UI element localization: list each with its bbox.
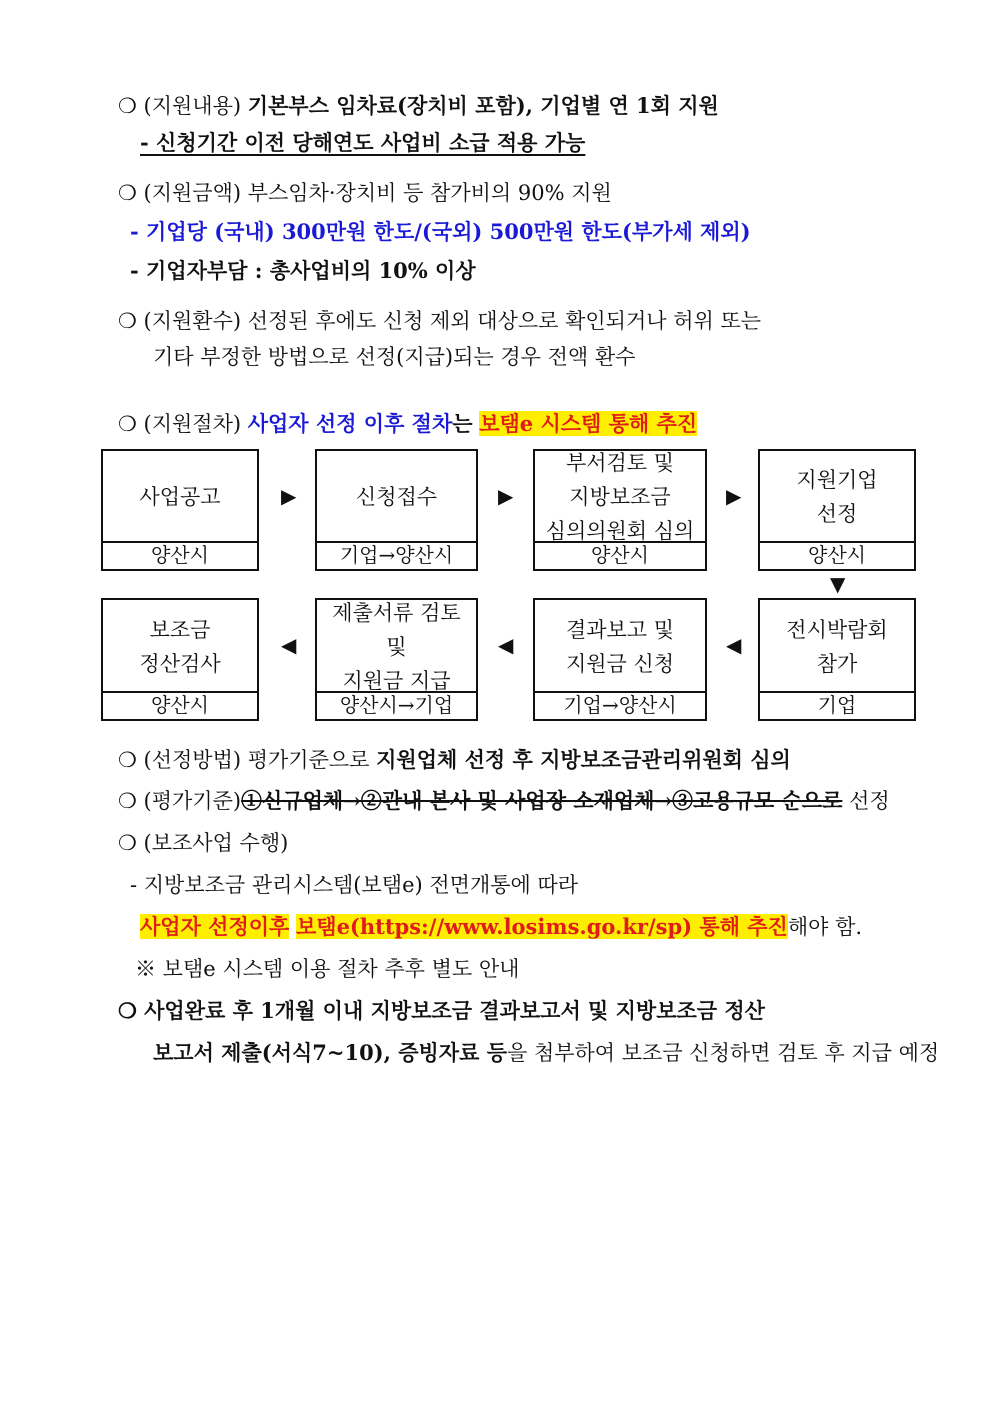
step-title-line: 지원금 지급: [342, 668, 451, 693]
bullet-icon: ❍: [118, 831, 137, 855]
step-owner: 양산시→기업: [317, 691, 476, 719]
step-title-line: 선정: [816, 502, 858, 526]
criteria-tail: 선정: [849, 789, 890, 813]
support-amount-line: [118, 178, 612, 208]
arrow-left-icon: ◀: [498, 633, 514, 657]
bullet-icon: ❍: [118, 181, 137, 205]
step-owner: 기업→양산시: [535, 691, 705, 719]
completion-text-2: 을 첨부하여 보조금 신청하면 검토 후 지급 예정: [506, 1041, 940, 1065]
support-content-text: 기본부스 임차료(장치비 포함), 기업별 연 1회 지원: [247, 93, 719, 118]
step-title-line: 제출서류 검토: [332, 600, 461, 625]
bullet-icon: ❍: [118, 789, 137, 813]
performance-hl-2: 보탬e(https://www.losims.go.kr/sp) 통해 추진: [296, 914, 788, 939]
arrow-left-icon: ◀: [726, 633, 742, 657]
arrow-right-icon: ▶: [726, 484, 742, 508]
flow-step-payment: [315, 598, 478, 721]
support-limit-line: - 기업당 (국내) 300만원 한도/(국외) 500만원 한도(부가세 제외): [130, 219, 751, 244]
flow-step-announcement: [101, 449, 259, 571]
refund-text-2: 기타 부정한 방법으로 선정(지급)되는 경우 전액 환수: [153, 345, 636, 369]
step-owner: 양산시: [103, 541, 257, 569]
criteria-line: [118, 786, 890, 816]
support-amount-label: (지원금액): [143, 181, 242, 205]
step-title-line: 참가: [816, 651, 858, 676]
flow-step-exhibition: [758, 598, 916, 721]
performance-label: (보조사업 수행): [143, 831, 289, 855]
procedure-suffix: 는: [452, 411, 473, 436]
procedure-highlight: 보탬e 시스템 통해 추진: [479, 411, 698, 436]
refund-line: [118, 306, 761, 336]
arrow-down-icon: ▼: [830, 572, 846, 596]
criteria-struck: ①신규업체→②관내 본사 및 사업장 소재업체→③고용규모 순으로: [241, 788, 843, 813]
flow-step-review: [533, 449, 707, 571]
bullet-icon: ❍: [118, 94, 137, 118]
step-title-line: 결과보고 및: [565, 617, 675, 642]
flow-step-application: [315, 449, 478, 571]
company-share-line: - 기업자부담 : 총사업비의 10% 이상: [130, 258, 476, 283]
procedure-blue-text: 사업자 선정 이후 절차: [247, 411, 453, 436]
selection-method-line: [118, 745, 791, 775]
selection-label: (선정방법): [143, 748, 242, 772]
performance-highlight-line: [140, 912, 862, 942]
flow-step-report: [533, 598, 707, 721]
completion-line-1: [118, 996, 765, 1026]
step-title: 사업공고: [139, 485, 221, 509]
step-title-line: 부서검토 및: [565, 451, 675, 475]
bullet-icon: ❍: [118, 998, 137, 1023]
step-title-line: 지원기업: [796, 468, 878, 492]
arrow-left-icon: ◀: [281, 633, 297, 657]
procedure-label: (지원절차): [143, 412, 242, 436]
performance-tail: 해야 함.: [787, 915, 863, 939]
step-owner: 기업→양산시: [317, 541, 476, 569]
flow-step-settlement: [101, 598, 259, 721]
performance-hl-1: 사업자 선정이후: [140, 914, 290, 939]
support-content-sub: [140, 128, 585, 158]
step-title-line: 지원금 신청: [565, 651, 675, 676]
selection-text: 평가기준으로: [247, 748, 370, 772]
arrow-right-icon: ▶: [498, 484, 514, 508]
performance-line: [118, 828, 288, 858]
step-title-line: 및: [386, 634, 407, 659]
performance-note: ※ 보탬e 시스템 이용 절차 추후 별도 안내: [135, 957, 520, 981]
step-title-line: 전시박람회: [786, 617, 888, 642]
retroactive-note: - 신청기간 이전 당해연도 사업비 소급 적용 가능: [140, 130, 586, 155]
step-title-line: 정산검사: [139, 651, 221, 676]
step-owner: 양산시: [535, 541, 705, 569]
step-title: 신청접수: [355, 485, 438, 509]
completion-line-2: [153, 1038, 939, 1068]
criteria-label: (평가기준): [143, 789, 242, 813]
bullet-icon: ❍: [118, 748, 137, 772]
step-owner: 양산시: [760, 541, 914, 569]
completion-bold-2: 보고서 제출(서식7~10), 증빙자료 등: [153, 1040, 507, 1065]
step-owner: 기업: [760, 691, 914, 719]
step-title-line: 지방보조금: [569, 485, 671, 509]
completion-text-1: 사업완료 후 1개월 이내 지방보조금 결과보고서 및 지방보조금 정산: [144, 998, 765, 1023]
step-title-line: 보조금: [149, 617, 211, 642]
bullet-icon: ❍: [118, 412, 137, 436]
refund-label: (지원환수): [143, 309, 242, 333]
arrow-right-icon: ▶: [281, 484, 297, 508]
procedure-line: [118, 409, 697, 439]
support-amount-text: 부스임차·장치비 등 참가비의 90% 지원: [247, 181, 612, 205]
support-content-line: [118, 91, 719, 121]
performance-sub: - 지방보조금 관리시스템(보탬e) 전면개통에 따라: [130, 873, 579, 897]
bullet-icon: ❍: [118, 309, 137, 333]
support-content-label: (지원내용): [143, 94, 242, 118]
refund-text-1: 선정된 후에도 신청 제외 대상으로 확인되거나 허위 또는: [247, 309, 762, 333]
step-title-line: 심의의원회 심의: [545, 519, 695, 543]
step-owner: 양산시: [103, 691, 257, 719]
selection-bold: 지원업체 선정 후 지방보조금관리위원회 심의: [376, 747, 791, 772]
flow-step-selection: [758, 449, 916, 571]
